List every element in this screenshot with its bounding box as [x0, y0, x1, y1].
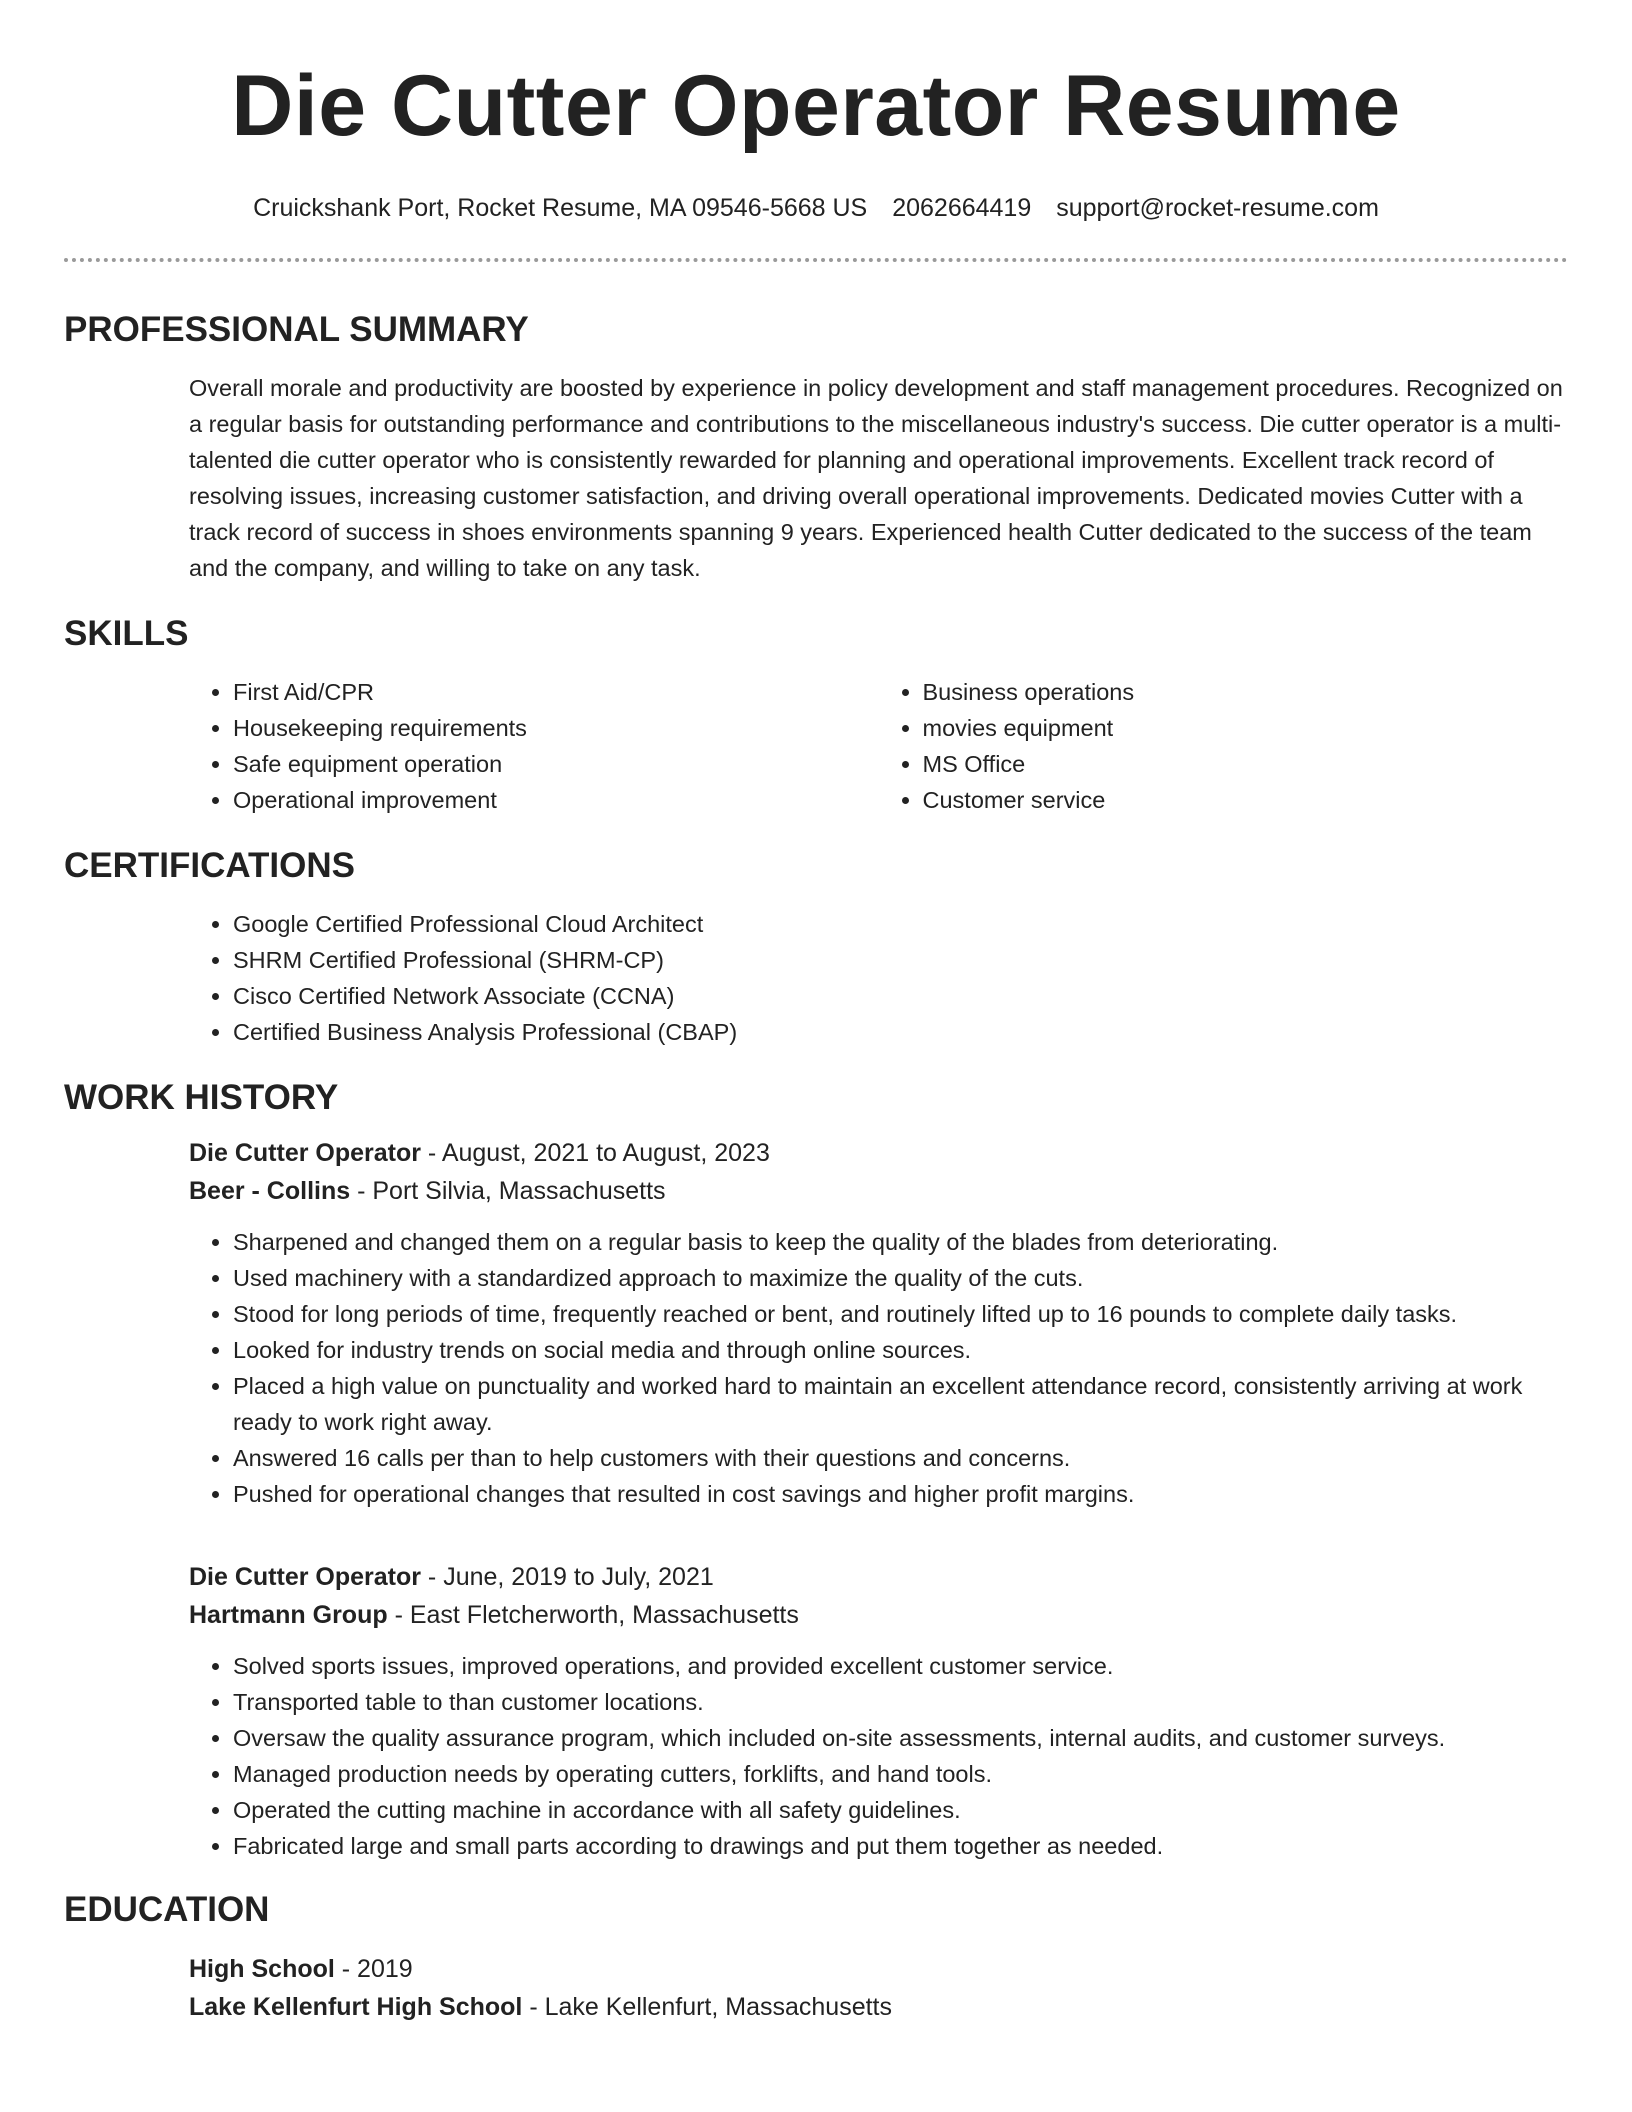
certifications-section — [64, 844, 1568, 1050]
job-duty-item: • Oversaw the quality assurance program, which included on-site assessments, internal audits, and customer surveys. — [233, 1720, 1568, 1756]
certifications-list — [189, 906, 1568, 1050]
section-heading-summary: PROFESSIONAL SUMMARY — [64, 310, 529, 349]
contact-address: Cruickshank Port, Rocket Resume, MA 09546-5668 US — [253, 194, 868, 222]
job-duty-item: • Solved sports issues, improved operations, and provided excellent customer service. — [233, 1648, 1568, 1684]
job-duties-list — [189, 1224, 1568, 1512]
job-duties-list — [189, 1648, 1568, 1864]
job-company: Beer - Collins — [189, 1177, 351, 1205]
skill-item: • MS Office — [923, 746, 1569, 782]
job-company: Hartmann Group — [189, 1601, 388, 1629]
job-location: - Port Silvia, Massachusetts — [350, 1177, 666, 1205]
skills-list-left — [189, 674, 879, 818]
certification-item: • Cisco Certified Network Associate (CCNA) — [233, 978, 1568, 1014]
job-dates: - August, 2021 to August, 2023 — [420, 1139, 770, 1167]
job-entry — [189, 1134, 1568, 1512]
job-entry — [189, 1558, 1568, 1864]
job-duty-item: • Managed production needs by operating cutters, forklifts, and hand tools. — [233, 1756, 1568, 1792]
education-school: Lake Kellenfurt High School — [189, 1993, 523, 2021]
section-heading-certifications: CERTIFICATIONS — [64, 846, 356, 885]
job-dates: - June, 2019 to July, 2021 — [420, 1563, 714, 1591]
education-section — [64, 1888, 1568, 2026]
header-divider — [64, 258, 1568, 262]
section-heading-work-history: WORK HISTORY — [64, 1078, 339, 1117]
education-location: - Lake Kellenfurt, Massachusetts — [522, 1993, 892, 2021]
job-duty-item: • Transported table to than customer locations. — [233, 1684, 1568, 1720]
job-company-line — [189, 1172, 1568, 1210]
skill-item: • Housekeeping requirements — [233, 710, 879, 746]
section-heading-skills: SKILLS — [64, 614, 189, 653]
certifications-body — [189, 906, 1568, 1050]
work-history-section — [64, 1076, 1568, 1864]
job-duty-item: • Looked for industry trends on social media and through online sources. — [233, 1332, 1568, 1368]
job-duty-item: • Operated the cutting machine in accordance with all safety guidelines. — [233, 1792, 1568, 1828]
education-degree: High School — [189, 1955, 335, 1983]
job-title-line — [189, 1134, 1568, 1172]
job-duty-item: • Stood for long periods of time, frequently reached or bent, and routinely lifted up to 16 pounds to complete daily tasks. — [233, 1296, 1568, 1332]
contact-email: support@rocket-resume.com — [1056, 194, 1379, 222]
skill-item: • Customer service — [923, 782, 1569, 818]
job-duty-item: • Fabricated large and small parts according to drawings and put them together as needed. — [233, 1828, 1568, 1864]
professional-summary-section — [64, 308, 1568, 586]
job-title-line — [189, 1558, 1568, 1596]
education-school-line — [189, 1988, 1568, 2026]
job-title: Die Cutter Operator — [189, 1563, 421, 1591]
certification-item: • Google Certified Professional Cloud Architect — [233, 906, 1568, 942]
contact-line — [64, 192, 1568, 224]
skills-list-right — [879, 674, 1569, 818]
job-duty-item: • Pushed for operational changes that resulted in cost savings and higher profit margins. — [233, 1476, 1568, 1512]
work-history-body — [189, 1134, 1568, 1864]
resume-title: Die Cutter Operator Resume — [231, 58, 1401, 154]
job-duty-item: • Answered 16 calls per than to help customers with their questions and concerns. — [233, 1440, 1568, 1476]
skill-item: • Operational improvement — [233, 782, 879, 818]
job-duty-item: • Placed a high value on punctuality and worked hard to maintain an excellent attendance record, consistently arriving at work ready to work right away. — [233, 1368, 1568, 1440]
education-year: - 2019 — [334, 1955, 413, 1983]
job-location: - East Fletcherworth, Massachusetts — [387, 1601, 799, 1629]
section-heading-education: EDUCATION — [64, 1890, 270, 1929]
education-entry — [189, 1950, 1568, 2026]
job-duty-item: • Used machinery with a standardized approach to maximize the quality of the cuts. — [233, 1260, 1568, 1296]
job-duty-item: • Sharpened and changed them on a regular basis to keep the quality of the blades from deteriorating. — [233, 1224, 1568, 1260]
skill-item: • First Aid/CPR — [233, 674, 879, 710]
contact-phone: 2062664419 — [892, 194, 1032, 222]
skill-item: • Business operations — [923, 674, 1569, 710]
certification-item: • SHRM Certified Professional (SHRM-CP) — [233, 942, 1568, 978]
job-company-line — [189, 1596, 1568, 1634]
skills-section — [64, 612, 1568, 818]
skill-item: • Safe equipment operation — [233, 746, 879, 782]
skills-grid — [189, 674, 1568, 818]
summary-text: Overall morale and productivity are boosted by experience in policy development and staff management procedures. Recognized on a regular basis for outstanding performance and contributions to the miscellaneous industry's success. Die cutter operator is a multi-talented die cutter operator who is consistently rewarded for planning and operational improvements. Excellent track record of resolving issues, increasing customer satisfaction, and driving overall operational improvements. Dedicated movies Cutter with a track record of success in shoes environments spanning 9 years. Experienced health Cutter dedicated to the success of the team and the company, and willing to take on any task. — [189, 375, 1563, 581]
job-title: Die Cutter Operator — [189, 1139, 421, 1167]
certification-item: • Certified Business Analysis Professional (CBAP) — [233, 1014, 1568, 1050]
skill-item: • movies equipment — [923, 710, 1569, 746]
education-degree-line — [189, 1950, 1568, 1988]
